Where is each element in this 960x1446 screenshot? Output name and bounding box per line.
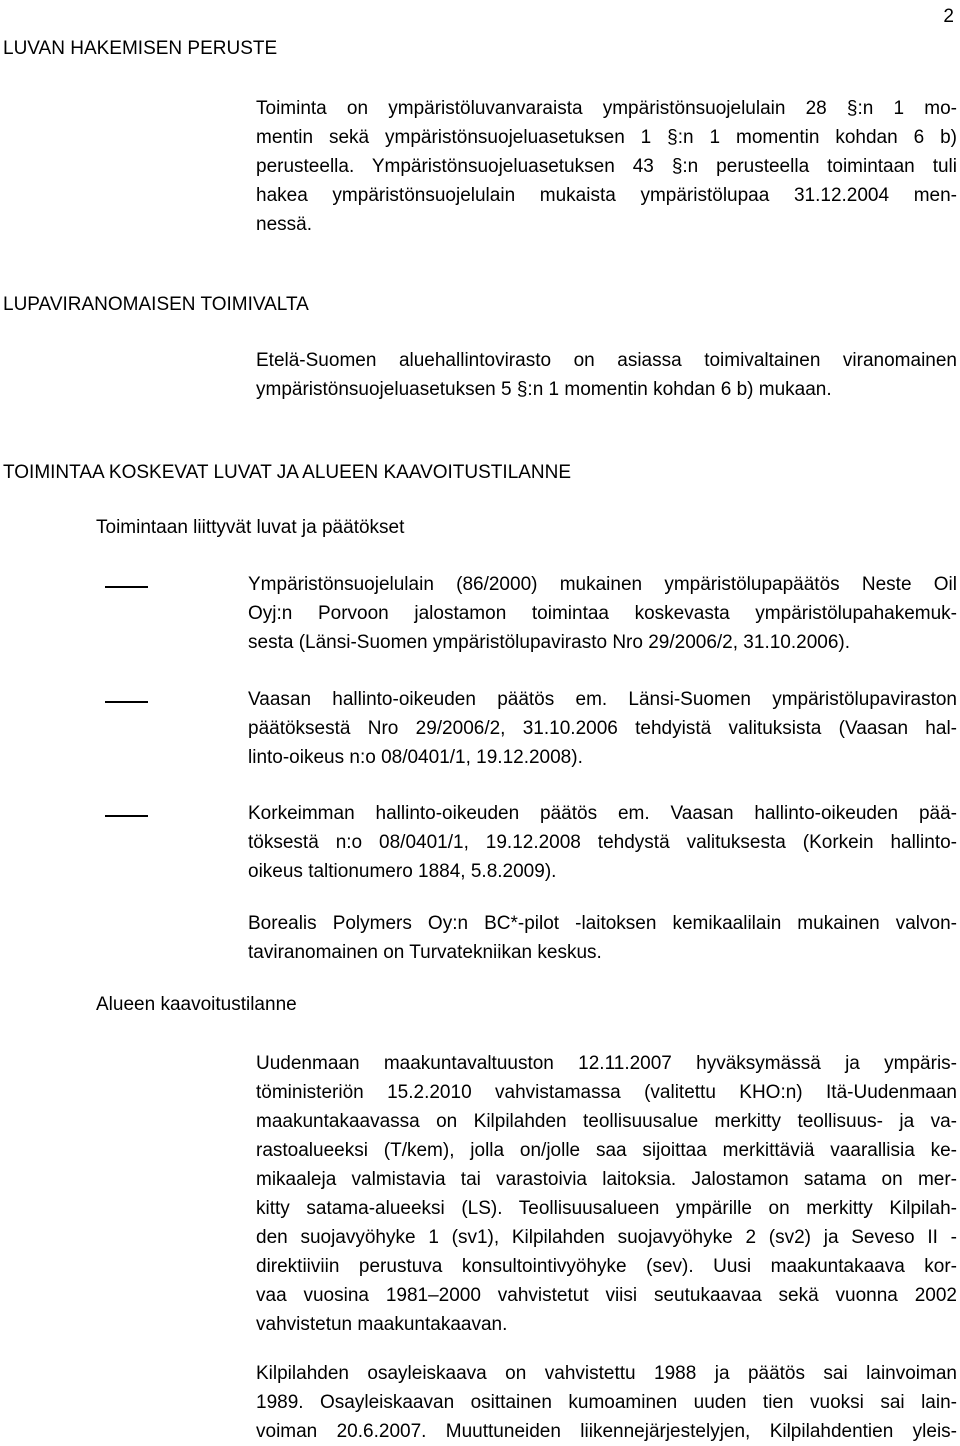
subheading-zoning: Alueen kaavoitustilanne: [96, 994, 297, 1015]
text-line: maakuntakaavassa on Kilpilahden teollisuusalue merkitty teollisuus- ja va-: [256, 1111, 957, 1132]
text-line: hakea ympäristönsuojelulain mukaista ympäristölupaa 31.12.2004 men-: [256, 185, 957, 206]
zoning-paragraph-2: [256, 1359, 957, 1446]
text-line: 1989. Osayleiskaavan osittainen kumoaminen uuden tien vuoksi sai lain-: [256, 1392, 957, 1413]
text-line: töministeriön 15.2.2010 vahvistamassa (valitettu KHO:n) Itä-Uudenmaan: [256, 1082, 957, 1103]
text-line: päätöksestä Nro 29/2006/2, 31.10.2006 tehdyistä valituksista (Vaasan hal-: [248, 718, 957, 739]
permit-basis-paragraph: [256, 94, 957, 239]
text-line: Etelä-Suomen aluehallintovirasto on asiassa toimivaltainen viranomainen: [256, 350, 957, 371]
borealis-paragraph: [248, 909, 957, 967]
text-line: perusteella. Ympäristönsuojeluasetuksen 43 §:n perusteella toimintaan tuli: [256, 156, 957, 177]
text-line: Uudenmaan maakuntavaltuuston 12.11.2007 hyväksymässä ja ympäris-: [256, 1053, 957, 1074]
text-line: sesta (Länsi-Suomen ympäristölupavirasto Nro 29/2006/2, 31.10.2006).: [248, 632, 851, 653]
text-line: Ympäristönsuojelulain (86/2000) mukainen ympäristölupapäätös Neste Oil: [248, 574, 957, 595]
text-line: den suojavyöhyke 1 (sv1), Kilpilahden suojavyöhyke 2 (sv2) ja Seveso II -: [256, 1227, 957, 1248]
list-item: [248, 685, 957, 772]
text-line: Vaasan hallinto-oikeuden päätös em. Länsi-Suomen ympäristölupaviraston: [248, 689, 957, 710]
text-line: ympäristönsuojeluasetuksen 5 §:n 1 momentin kohdan 6 b) mukaan.: [256, 379, 832, 400]
list-item: [248, 799, 957, 886]
list-dash: [105, 701, 148, 703]
text-line: taviranomainen on Turvatekniikan keskus.: [248, 942, 602, 963]
text-line: Borealis Polymers Oy:n BC*-pilot -laitoksen kemikaalilain mukainen valvon-: [248, 913, 957, 934]
text-line: oikeus taltionumero 1884, 5.8.2009).: [248, 861, 557, 882]
text-line: mikaaleja valmistavia tai varastoivia laitoksia. Jalostamon satama on mer-: [256, 1169, 957, 1190]
text-line: Oyj:n Porvoon jalostamon toimintaa koskevasta ympäristölupahakemuk-: [248, 603, 957, 624]
page-number: 2: [943, 6, 954, 27]
list-item: [248, 570, 957, 657]
list-dash: [105, 815, 148, 817]
text-line: mentin sekä ympäristönsuojeluasetuksen 1 §:n 1 momentin kohdan 6 b): [256, 127, 957, 148]
text-line: vahvistetun maakuntakaavan.: [256, 1314, 508, 1335]
text-line: Kilpilahden osayleiskaava on vahvistettu 1988 ja päätös sai lainvoiman: [256, 1363, 957, 1384]
text-line: nessä.: [256, 214, 312, 235]
text-line: voiman 20.6.2007. Muuttuneiden liikennejärjestelyjen, Kilpilahdentien yleis-: [256, 1421, 957, 1442]
authority-paragraph: [256, 346, 957, 404]
text-line: kitty satama-alueeksi (LS). Teollisuusalueen ympärille on merkitty Kilpilah-: [256, 1198, 957, 1219]
text-line: rastoalueeksi (T/kem), jolla on/jolle saa sijoittaa merkittäviä vaarallisia ke-: [256, 1140, 957, 1161]
text-line: töksestä n:o 08/0401/1, 19.12.2008 tehdystä valituksesta (Korkein hallinto-: [248, 832, 957, 853]
list-dash: [105, 586, 148, 588]
section-heading-authority: LUPAVIRANOMAISEN TOIMIVALTA: [3, 294, 309, 315]
text-line: Korkeimman hallinto-oikeuden päätös em. Vaasan hallinto-oikeuden pää-: [248, 803, 957, 824]
text-line: vaa vuosina 1981–2000 vahvistetut viisi seutukaavaa sekä vuonna 2002: [256, 1285, 957, 1306]
subheading-related-permits: Toimintaan liittyvät luvat ja päätökset: [96, 517, 405, 538]
text-line: Toiminta on ympäristöluvanvaraista ympäristönsuojelulain 28 §:n 1 mo-: [256, 98, 957, 119]
zoning-paragraph-1: [256, 1049, 957, 1339]
text-line: linto-oikeus n:o 08/0401/1, 19.12.2008).: [248, 747, 583, 768]
section-heading-permit-basis: LUVAN HAKEMISEN PERUSTE: [3, 38, 278, 59]
section-heading-permits: TOIMINTAA KOSKEVAT LUVAT JA ALUEEN KAAVOITUSTILANNE: [3, 462, 572, 483]
text-line: direktiiviin perustuva konsultointivyöhyke (sev). Uusi maakuntakaava kor-: [256, 1256, 957, 1277]
